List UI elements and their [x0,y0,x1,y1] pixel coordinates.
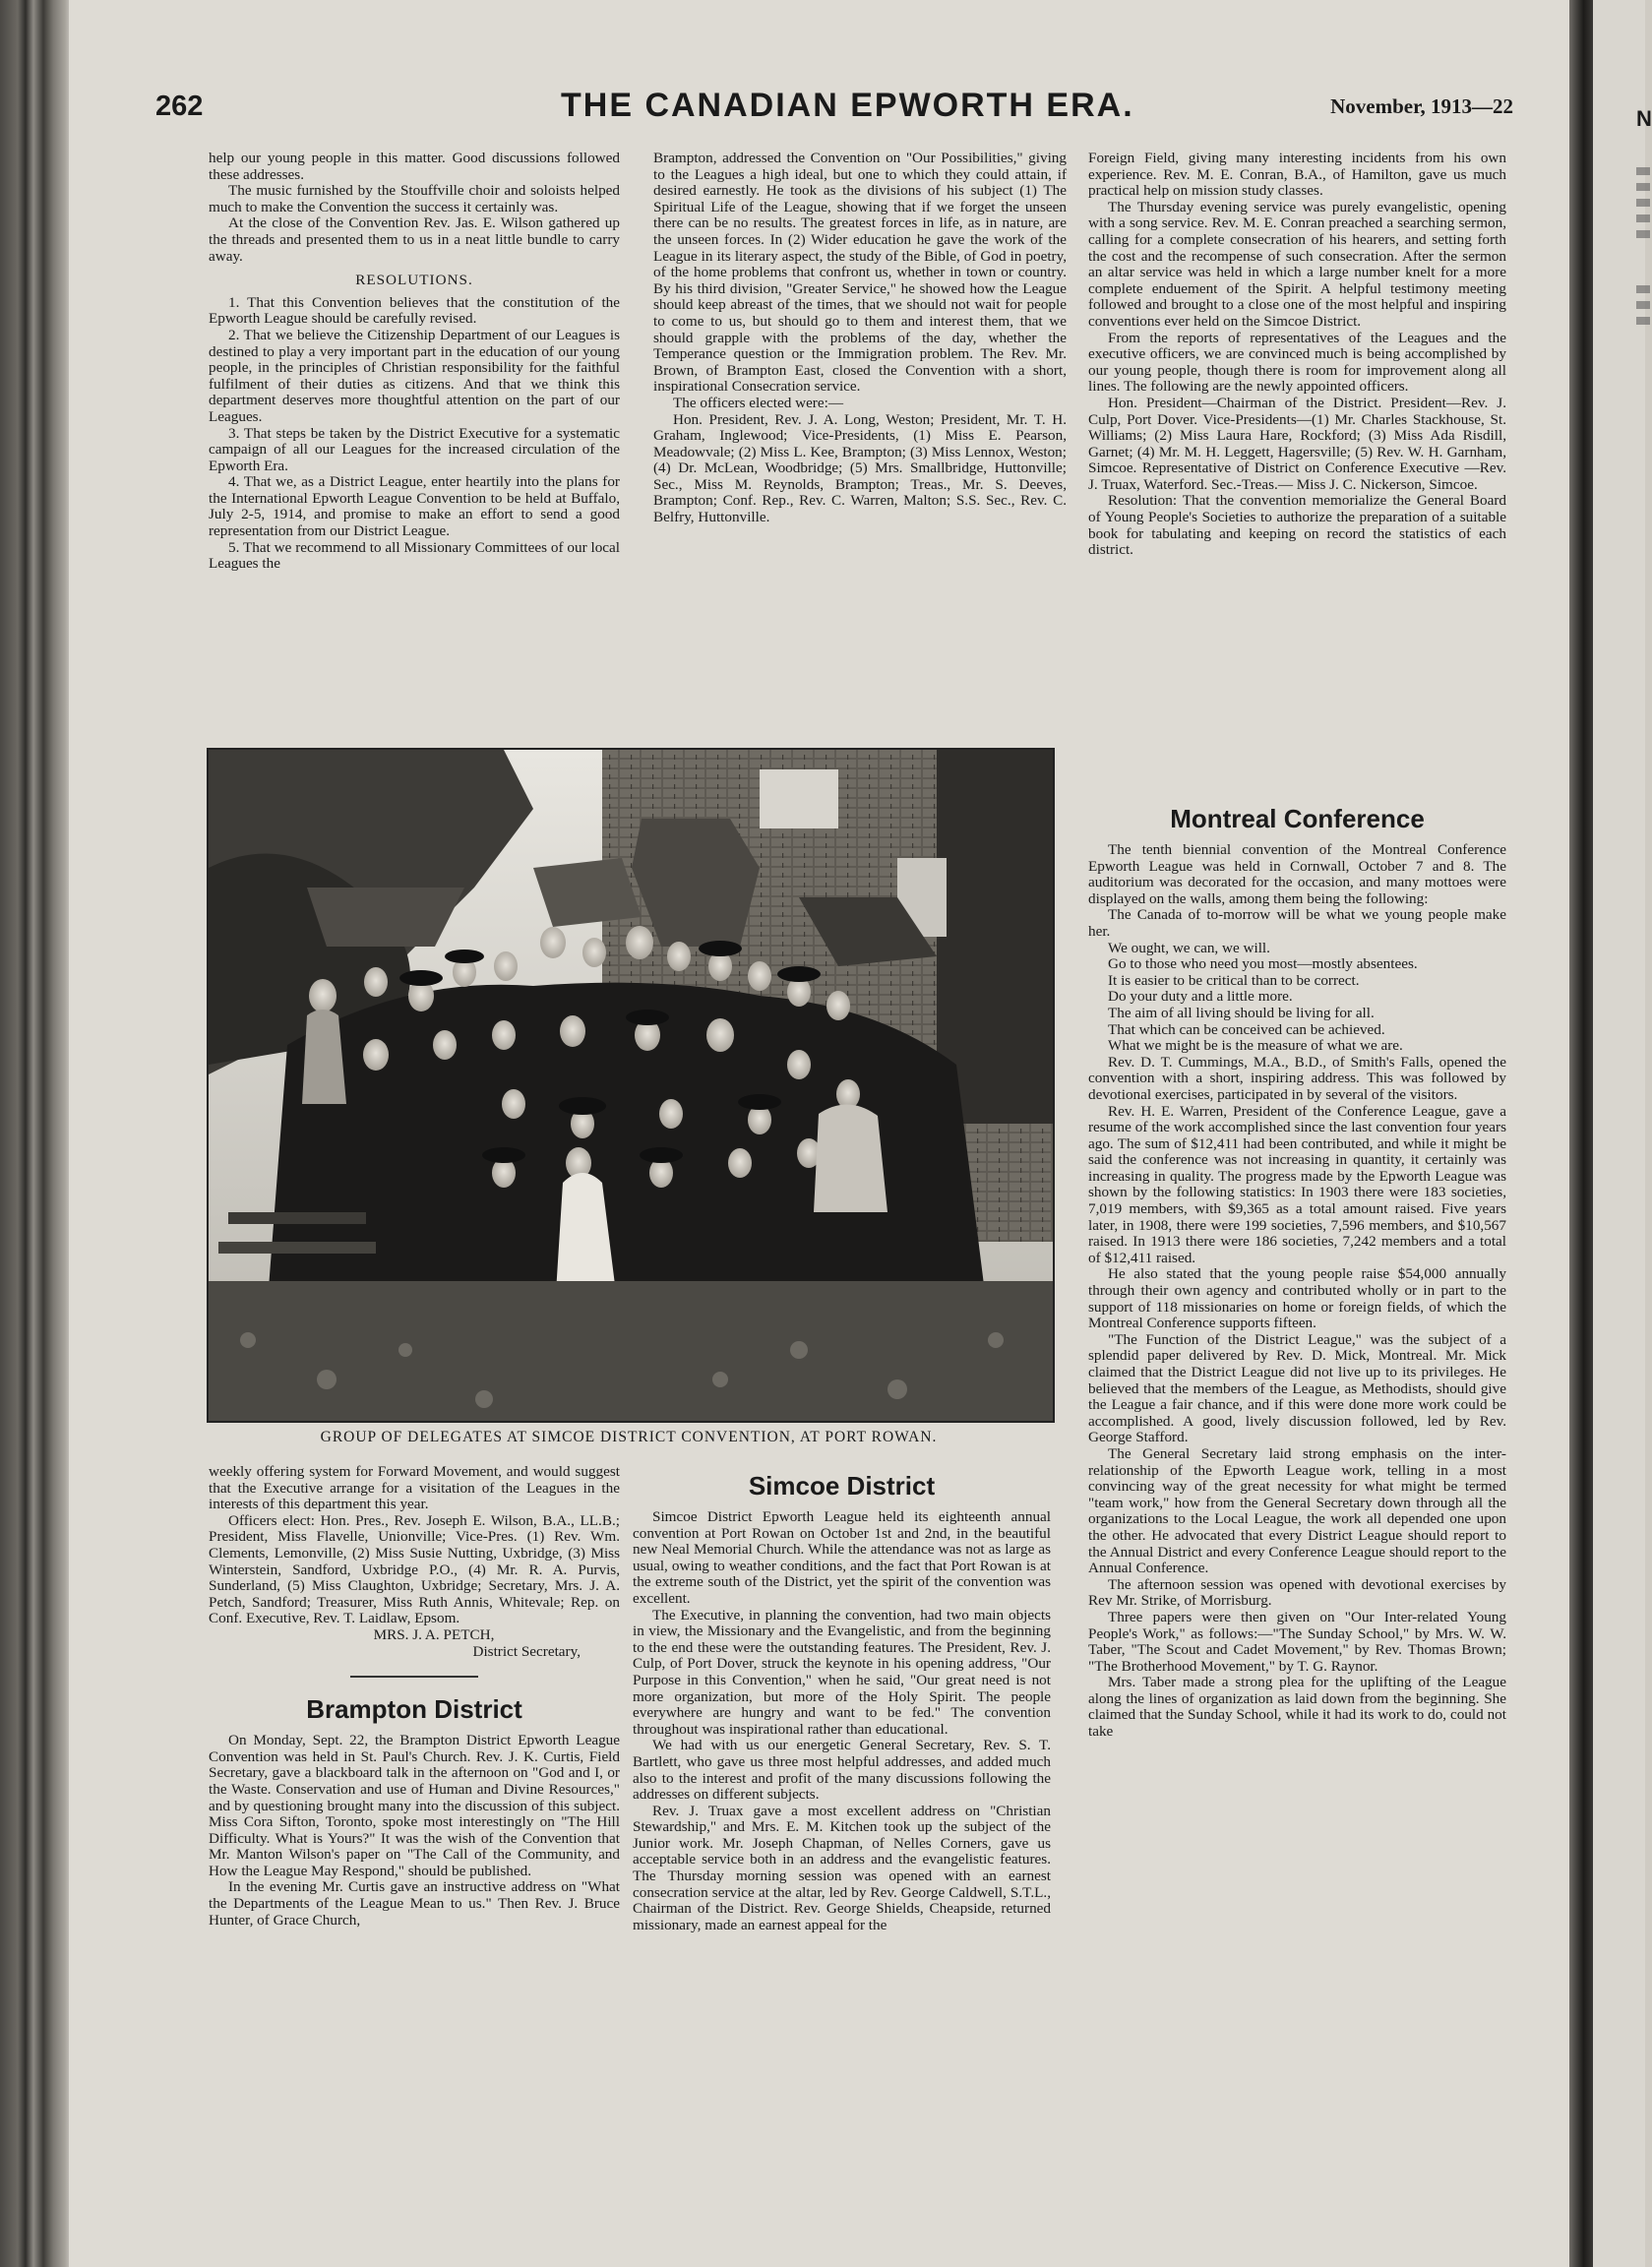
motto: It is easier to be critical than to be correct. [1108,971,1360,989]
book-gutter [1569,0,1593,2267]
paragraph: help our young people in this matter. Good discussions followed these addresses. [209,150,620,183]
column-3-top [1088,151,1506,559]
page-number: 262 [155,91,204,122]
motto: The Canada of to-morrow will be what we young people make her. [1088,906,1506,940]
paragraph: weekly offering system for Forward Movement, and would suggest that the Executive arrange for a visitation of the Leagues in the interests of this department this year. [209,1463,620,1513]
paragraph: Foreign Field, giving many interesting incidents from his own experience. Rev. M. E. Conran, B.A., of Hamilton, gave us much practical help on mission study classes. [1088,150,1506,200]
paragraph: Rev. D. T. Cummings, M.A., B.D., of Smith's Falls, opened the convention with a short, inspiring address. This was followed by devotional exercises, participated in by several of the visitors. [1088,1053,1506,1103]
motto: The aim of all living should be living for all. [1108,1004,1375,1021]
paragraph: The tenth biennial convention of the Montreal Conference Epworth League was held in Cornwall, October 7 and 8. The auditorium was decorated for the occasion, and many mottoes were displayed on the walls, among them being the following: [1088,841,1506,907]
resolution-1: 1. That this Convention believes that the constitution of the Epworth League should be carefully revised. [209,293,620,328]
resolution: Resolution: That the convention memorialize the General Board of Young People's Societies to authorize the preparation of a suitable book for tabulating and keeping on record the statistics of each district. [1088,492,1506,559]
text-fragment [1636,183,1650,191]
brampton-district-heading: Brampton District [306,1694,522,1725]
resolution-4: 4. That we, as a District League, enter heartily into the plans for the International Epworth League Convention to be held at Buffalo, July 2-5, 1914, and promise to make an effort to send a good representation from our District League. [209,473,620,540]
resolution-2: 2. That we believe the Citizenship Department of our Leagues is destined to play a very important part in the education of our young people, in the principles of Christian responsibility for the faithful fulfilment of their duties as citizens. And that we think this department deserves more thoughtful attention on the part of our Leagues. [209,326,620,425]
motto: Do your duty and a little more. [1108,988,1293,1006]
journal-title: THE CANADIAN EPWORTH ERA. [561,87,1134,124]
officers-list: Officers elect: Hon. Pres., Rev. Joseph E. Wilson, B.A., LL.B.; President, Miss Flavelle, Unionville; Vice-Pres. (1) Rev. Wm. Clements, Lemonville, (2) Miss Susie Nutting, Uxbridge, (3) Miss Winterstein, Sandford, Uxbridge P.O., (4) Mr. R. A. Purvis, Sunderland, (5) Miss Claughton, Uxbridge; Secretary, Mrs. J. A. Petch, Sandford; Treasurer, Miss Ruth Annis, Whitevale; Rep. on Conf. Executive, Rev. T. Laidlaw, Epsom. [209,1511,620,1627]
montreal-conference-heading: Montreal Conference [1170,804,1425,833]
paragraph: He also stated that the young people raise $54,000 annually through their own agency and contributed wholly or in part to the support of 118 missionaries on home or foreign fields, of which the Montreal Conference supports fifteen. [1088,1265,1506,1332]
resolutions-heading: RESOLUTIONS. [355,272,473,289]
text-fragment [1636,214,1650,222]
paragraph: The General Secretary laid strong emphasis on the inter-relationship of the Epworth League work, telling in a most convincing way of the great necessity for what might be termed "team work," how from the General Secretary down through all the organizations to the Local League, the work all depended one upon the other. He advocated that every District League should report to the Annual District and every Conference League should report to the Annual Conference. [1088,1444,1506,1577]
paragraph: The music furnished by the Stouffville choir and soloists helped much to make the Convention the success it certainly was. [209,182,620,215]
page-header [155,87,1513,132]
paragraph: Three papers were then given on "Our Inter-related Young People's Work," as follows:—"The Sunday School," by Mrs. W. W. Taber, "The Scout and Cadet Movement," by Rev. Thomas Brown; "The Brotherhood Movement," by T. G. Raynor. [1088,1608,1506,1675]
photo-illustration [209,750,1053,1421]
column-2-top [653,151,1067,526]
paragraph: Simcoe District Epworth League held its eighteenth annual convention at Port Rowan on October 1st and 2nd, in the beautiful new Neal Memorial Church. While the attendance was not as large as usual, owing to weather conditions, and the fact that Port Rowan is at the extreme south of the District, yet the spirit of the convention was excellent. [633,1508,1051,1607]
paragraph: From the reports of representatives of the Leagues and the executive officers, we are convinced much is being accomplished by our young people, though there is room for improvement along all lines. The following are the newly appointed officers. [1088,329,1506,396]
paragraph: The Thursday evening service was purely evangelistic, opening with a song service. Rev. M. E. Conran preached a searching sermon, calling for a complete consecration of his hearers, and setting forth the cost and the recompense of such consecration. After the sermon an altar service was held in which a large number knelt for a more complete enduement of the Spirit. A helpful testimony meeting followed and brought to a close one of the most helpful and inspiring conventions ever held on the Simcoe District. [1088,198,1506,330]
paragraph: In the evening Mr. Curtis gave an instructive address on "What the Departments of the League Mean to us." Then Rev. J. Bruce Hunter, of Grace Church, [209,1878,620,1929]
section-divider [350,1676,478,1678]
column-2-bottom [633,1464,1051,1933]
signature-name: MRS. J. A. PETCH, [373,1625,495,1643]
paragraph: Rev. H. E. Warren, President of the Conference League, gave a resume of the work accomplished since the last convention four years ago. The sum of $12,411 had been contributed, and while it might be said the conference was not increasing in quantity, it certainly was increasing in quality. The progress made by the Epworth League was shown by the following statistics: In 1903 there were 183 societies, 7,019 members, with $9,365 as a total amount raised. Five years later, in 1908, there were 199 societies, 7,596 members, and $10,567 raised. In 1913 there were 186 societies, 7,242 members and a total of $12,411 raised. [1088,1102,1506,1266]
resolution-3: 3. That steps be taken by the District Executive for a systematic campaign of all our Leagues for the increased circulation of the Epworth Era. [209,424,620,474]
text-fragment [1636,230,1650,238]
motto: Go to those who need you most—mostly absentees. [1108,955,1418,973]
group-photograph [207,748,1055,1423]
facing-page-header-fragment: N [1636,106,1652,131]
motto: That which can be conceived can be achieved. [1108,1020,1385,1038]
text-fragment [1636,167,1650,175]
paragraph: We had with us our energetic General Secretary, Rev. S. T. Bartlett, who gave us three most helpful addresses, and added much also to the interest and profit of the many discussions following the addresses on different subjects. [633,1737,1051,1804]
issue-date: November, 1913—22 [1330,94,1513,118]
column-1-top [209,151,620,573]
officers-list: Hon. President, Rev. J. A. Long, Weston; President, Mr. T. H. Graham, Inglewood; Vice-Presidents, (1) Miss E. Pearson, Meadowvale; (2) Miss L. Kee, Brampton; (3) Miss Lennox, Weston; (4) Dr. McLean, Woodbridge; (5) Mrs. Smallbridge, Huttonville; Sec., Miss M. Reynolds, Brampton; Treas., Mr. S. Deeves, Brampton; Conf. Rep., Rev. C. Warren, Malton; S.S. Sec., Rev. C. Belfry, Huttonville. [653,410,1067,526]
column-1-bottom [209,1464,620,1929]
text-fragment [1636,199,1650,207]
motto: What we might be is the measure of what we are. [1108,1037,1403,1055]
column-3-bottom [1088,797,1506,1741]
text-fragment [1636,317,1650,325]
paragraph: The afternoon session was opened with devotional exercises by Rev Mr. Strike, of Morrisburg. [1088,1575,1506,1610]
text-fragment [1636,285,1650,293]
text-fragment [1636,301,1650,309]
paragraph: Rev. J. Truax gave a most excellent address on "Christian Stewardship," and Mrs. E. M. Kitchen took up the subject of the Junior work. Mr. Joseph Chapman, of Nelles Corners, gave us acceptable service both in an address and the evangelistic features. The Thursday morning session was opened with an earnest consecration service at the altar, led by Rev. George Caldwell, S.T.L., Chairman of the District. Rev. George Shields, Cheapside, returned missionary, made an earnest appeal for the [633,1802,1051,1933]
motto: We ought, we can, we will. [1108,939,1270,956]
paragraph: The officers elected were:— [673,394,844,411]
paragraph: Mrs. Taber made a strong plea for the uplifting of the League along the lines of organization as laid down from the beginning. She claimed that the Sunday School, while it had its work to do, could not take [1088,1674,1506,1741]
photo-caption: GROUP OF DELEGATES AT SIMCOE DISTRICT CONVENTION, AT PORT ROWAN. [320,1429,938,1445]
officers-list: Hon. President—Chairman of the District. President—Rev. J. Culp, Port Dover. Vice-Presidents—(1) Mr. Charles Stackhouse, St. Williams; (2) Miss Laura Hare, Rockford; (3) Miss Ada Risdill, Garnet; (4) Mr. M. H. Leggett, Hagersville; (5) Rev. W. H. Garnham, Simcoe. Representative of District on Conference Executive —Rev. J. Truax, Waterford. Sec.-Treas.— Miss J. C. Nickerson, Simcoe. [1088,394,1506,493]
facing-page-edge [1593,0,1652,2267]
paragraph: Brampton, addressed the Convention on "Our Possibilities," giving to the Leagues a high ideal, but one to which they could attain, if desired earnestly. He took as the divisions of his subject (1) The Spiritual Life of the League, showing that if we forget the unseen there can be no results. The greatest forces in life, as in nature, are the unseen forces. In (2) Wider education he gave the work of the League in its literary aspect, the study of the Bible, of God in poetry, of the home problems that confront us, whether in town or country. By his third division, "Greater Service," he showed how the League should keep abreast of the times, that we should not wait for people to come to us, but should go to them and interest them, that we should grapple with the problems of the day, whether the Temperance question or the Immigration problem. The Rev. Mr. Brown, of Brampton East, closed the Convention with a short, inspirational Consecration service. [653,150,1067,396]
paragraph: At the close of the Convention Rev. Jas. E. Wilson gathered up the threads and presented them to us in a neat little bundle to carry away. [209,214,620,265]
simcoe-district-heading: Simcoe District [748,1471,936,1501]
paragraph: On Monday, Sept. 22, the Brampton District Epworth League Convention was held in St. Paul's Church. Rev. J. K. Curtis, Field Secretary, gave a blackboard talk in the afternoon on "God and I, or the Waste. Conservation and use of Human and Divine Resources," and by questioning brought many into the discussion of this subject. Miss Cora Sifton, Toronto, spoke most interestingly on "The Hill Difficulty. What is Yours?" It was the wish of the Convention that Mr. Manton Wilson's paper on "The Call of the Community, and How the League May Respond," should be published. [209,1732,620,1879]
signature-title: District Secretary, [472,1642,581,1660]
paragraph: "The Function of the District League," was the subject of a splendid paper delivered by Rev. D. Mick, Montreal. Mr. Mick claimed that the District League did not live up to its privileges. He believed that the members of the League, as Methodists, should give the League a fair chance, and if this were done more work could be accomplished. A good, lively discussion followed, led by Rev. George Stafford. [1088,1330,1506,1446]
paragraph: The Executive, in planning the convention, had two main objects in view, the Missionary and the Evangelistic, and from the beginning to the end these were the outstanding features. The President, Rev. J. Culp, of Port Dover, struck the keynote in his opening address, "Our Purpose in this Convention," when he said, "Our great need is not more organization, but more of the Holy Spirit. The people everywhere are hungry and want to be fed." The convention throughout was inspirational rather than educational. [633,1606,1051,1738]
book-binding-edge [0,0,69,2267]
resolution-5: 5. That we recommend to all Missionary Committees of our local Leagues the [209,538,620,573]
